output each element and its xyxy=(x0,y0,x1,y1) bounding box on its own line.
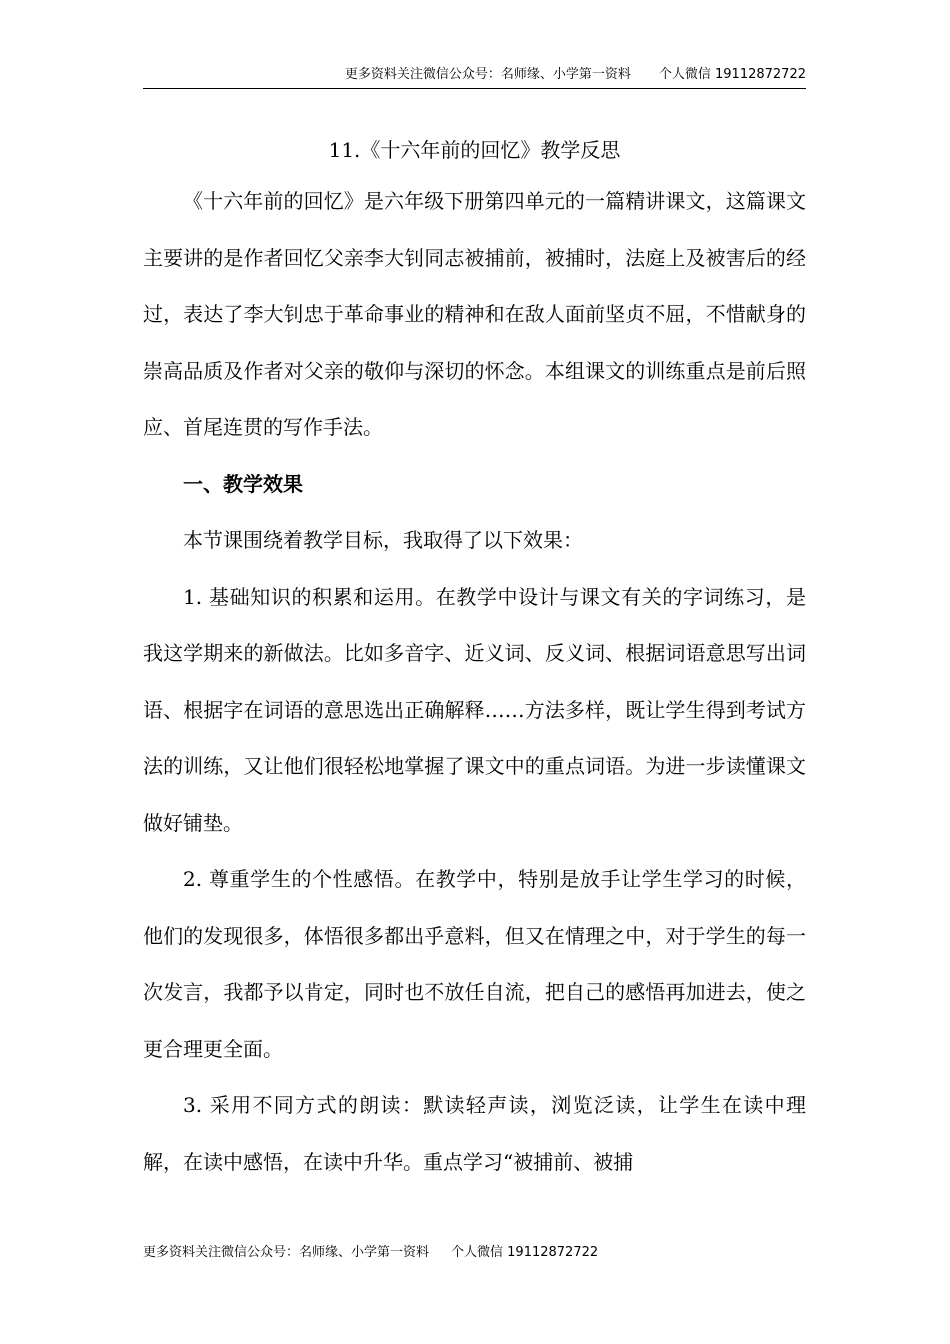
footer-text: 更多资料关注微信公众号：名师缘、小学第一资料 xyxy=(143,1245,430,1260)
point-2-paragraph: 2. 尊重学生的个性感悟。在教学中，特别是放手让学生学习的时候，他们的发现很多，体悟很多都出乎意料，但又在情理之中，对于学生的每一次发言，我都予以肯定，同时也不放任自流，把自己的感悟再加进去，使之更合理更全面。 xyxy=(143,867,806,1061)
page-header xyxy=(143,66,806,84)
section-lead-paragraph: 本节课围绕着教学目标，我取得了以下效果： xyxy=(183,528,583,552)
footer-wechat: 个人微信 19112872722 xyxy=(451,1245,599,1260)
header-text: 更多资料关注微信公众号：名师缘、小学第一资料 xyxy=(344,67,631,82)
document-title: 11.《十六年前的回忆》教学反思 xyxy=(328,138,621,162)
section-heading: 一、教学效果 xyxy=(183,471,303,496)
intro-paragraph: 《十六年前的回忆》是六年级下册第四单元的一篇精讲课文，这篇课文主要讲的是作者回忆父亲李大钊同志被捕前，被捕时，法庭上及被害后的经过，表达了李大钊忠于革命事业的精神和在敌人面前坚贞不屈，不惜献身的崇高品质及作者对父亲的敬仰与深切的怀念。本组课文的训练重点是前后照应、首尾连贯的写作手法。 xyxy=(143,189,806,439)
point-3-paragraph: 3. 采用不同方式的朗读：默读轻声读，浏览泛读，让学生在读中理解，在读中感悟，在读中升华。重点学习“被捕前、被捕 xyxy=(143,1093,806,1174)
document-body xyxy=(143,128,806,1190)
header-wechat: 个人微信 19112872722 xyxy=(658,67,806,82)
page-footer xyxy=(143,1244,598,1262)
header-rule xyxy=(143,88,806,89)
point-1-paragraph: 1. 基础知识的积累和运用。在教学中设计与课文有关的字词练习，是我这学期来的新做法。比如多音字、近义词、反义词、根据词语意思写出词语、根据字在词语的意思选出正确解释……方法多样，既让学生得到考试方法的训练，又让他们很轻松地掌握了课文中的重点词语。为进一步读懂课文做好铺垫。 xyxy=(143,584,806,835)
